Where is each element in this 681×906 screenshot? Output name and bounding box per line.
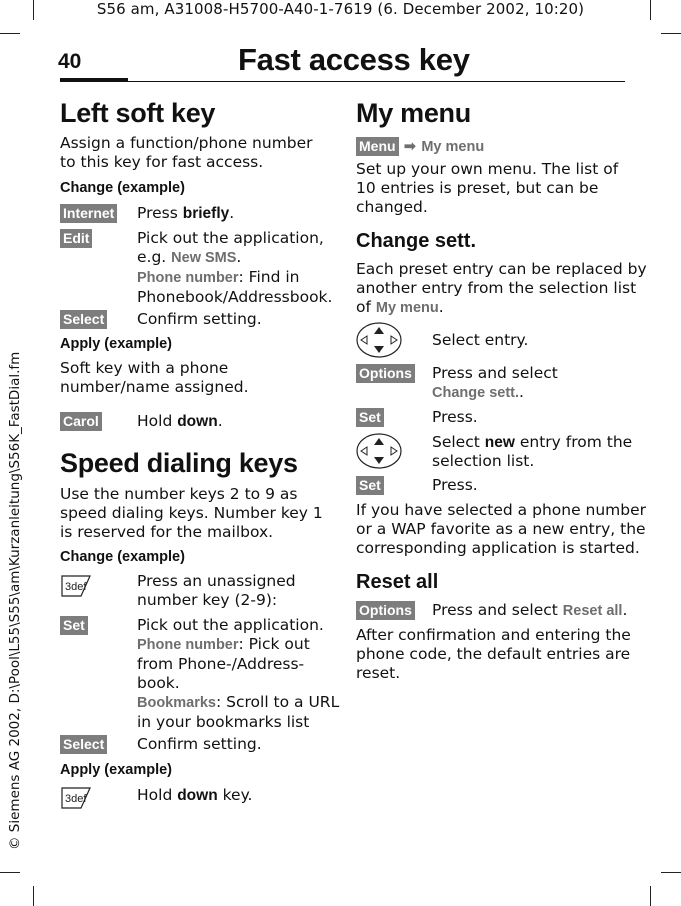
- instruction-text: Pick out the application, e.g. New SMS. Phone number: Find in Phonebook/Addressbook.: [137, 229, 333, 306]
- instruction-text: Hold down.: [137, 412, 223, 430]
- set-soft-key[interactable]: Set: [60, 616, 88, 635]
- change-note: If you have selected a phone number or a WAP favorite as a new entry, the corresponding application is started.: [356, 501, 647, 557]
- instruction-row: [356, 363, 415, 383]
- crop-mark: [33, 886, 34, 906]
- apply-text: Soft key with a phone number/name assigned.: [60, 359, 249, 396]
- instruction-text: Pick out the application. Phone number: Pick out from Phone-/Address- book. Bookmarks: Scroll to a URL in your bookmarks list: [137, 616, 340, 731]
- section-heading-my-menu: My menu: [356, 98, 471, 128]
- change-example-heading: Change (example): [60, 180, 185, 196]
- crop-mark: [661, 33, 681, 34]
- navigation-key-icon: [355, 432, 403, 470]
- instruction-row: [356, 407, 384, 427]
- soft-key-intro: Assign a function/phone number to this key for fast access.: [60, 134, 313, 171]
- section-heading-speed-dialing: Speed dialing keys: [60, 448, 298, 478]
- menu-soft-key[interactable]: Menu: [356, 137, 399, 156]
- change-example-heading: Change (example): [60, 549, 185, 565]
- section-heading-left-soft-key: Left soft key: [60, 98, 216, 128]
- edit-soft-key[interactable]: Edit: [60, 229, 92, 248]
- instruction-row: [60, 411, 102, 431]
- options-soft-key[interactable]: Options: [356, 601, 415, 620]
- arrow-icon: ➡: [403, 138, 417, 155]
- instruction-text: Press briefly.: [137, 204, 235, 222]
- page-title: Fast access key: [238, 42, 470, 77]
- sidebar-copyright: [7, 351, 23, 850]
- instruction-text: Hold down key.: [137, 786, 253, 804]
- speed-intro: Use the number keys 2 to 9 as speed dialing keys. Number key 1 is reserved for the mailbox.: [60, 485, 323, 541]
- instruction-row: [356, 475, 384, 495]
- section-heading-reset-all: Reset all: [356, 571, 439, 593]
- menu-path: [356, 136, 484, 156]
- page-number: 40: [58, 50, 82, 73]
- instruction-row: [60, 203, 117, 223]
- instruction-text: Select entry.: [432, 331, 529, 349]
- running-head: S56 am, A31008-H5700-A40-1-7619 (6. December 2002, 10:20): [96, 0, 585, 18]
- instruction-row: [60, 309, 107, 329]
- instruction-row: [60, 228, 92, 248]
- sidebar-text: © Siemens AG 2002, D:\Pool\L55\S55\am\Kurzanleitung\S56K_FastDial.fm: [7, 351, 23, 850]
- instruction-text: Confirm setting.: [137, 735, 262, 753]
- header-rule: [128, 81, 625, 82]
- svg-text:3def: 3def: [65, 581, 87, 593]
- my-menu-intro: Set up your own menu. The list of 10 entries is preset, but can be changed.: [356, 160, 619, 216]
- apply-example-heading: Apply (example): [60, 336, 172, 352]
- instruction-row: [60, 734, 107, 754]
- instruction-text: Press.: [432, 408, 478, 426]
- header-rule-thick: [60, 78, 128, 82]
- instruction-text: Press an unassigned number key (2-9):: [137, 572, 296, 609]
- change-intro: Each preset entry can be replaced by another entry from the selection list of My menu.: [356, 260, 647, 316]
- carol-soft-key[interactable]: Carol: [60, 412, 102, 431]
- apply-example-heading: Apply (example): [60, 762, 172, 778]
- svg-text:3def: 3def: [65, 793, 87, 805]
- crop-mark: [661, 872, 681, 873]
- instruction-row: [60, 615, 88, 635]
- navigation-key-icon: [355, 321, 403, 359]
- set-soft-key[interactable]: Set: [356, 408, 384, 427]
- select-soft-key[interactable]: Select: [60, 735, 107, 754]
- instruction-row: [356, 600, 415, 620]
- instruction-text: Press and select Reset all.: [432, 601, 628, 619]
- instruction-text: Press and select Change sett..: [432, 364, 558, 401]
- number-key-3-icon: [59, 573, 93, 599]
- instruction-text: Confirm setting.: [137, 310, 262, 328]
- select-soft-key[interactable]: Select: [60, 310, 107, 329]
- set-soft-key[interactable]: Set: [356, 476, 384, 495]
- section-heading-change-sett: Change sett.: [356, 230, 477, 252]
- crop-mark: [0, 33, 20, 34]
- crop-mark: [0, 872, 20, 873]
- reset-note: After confirmation and entering the phone code, the default entries are reset.: [356, 626, 631, 682]
- menu-path-target: My menu: [421, 139, 485, 155]
- crop-mark: [650, 886, 651, 906]
- internet-soft-key[interactable]: Internet: [60, 204, 117, 223]
- instruction-text: Select new entry from the selection list.: [432, 433, 633, 470]
- number-key-3-icon: [59, 785, 93, 811]
- options-soft-key[interactable]: Options: [356, 364, 415, 383]
- instruction-text: Press.: [432, 476, 478, 494]
